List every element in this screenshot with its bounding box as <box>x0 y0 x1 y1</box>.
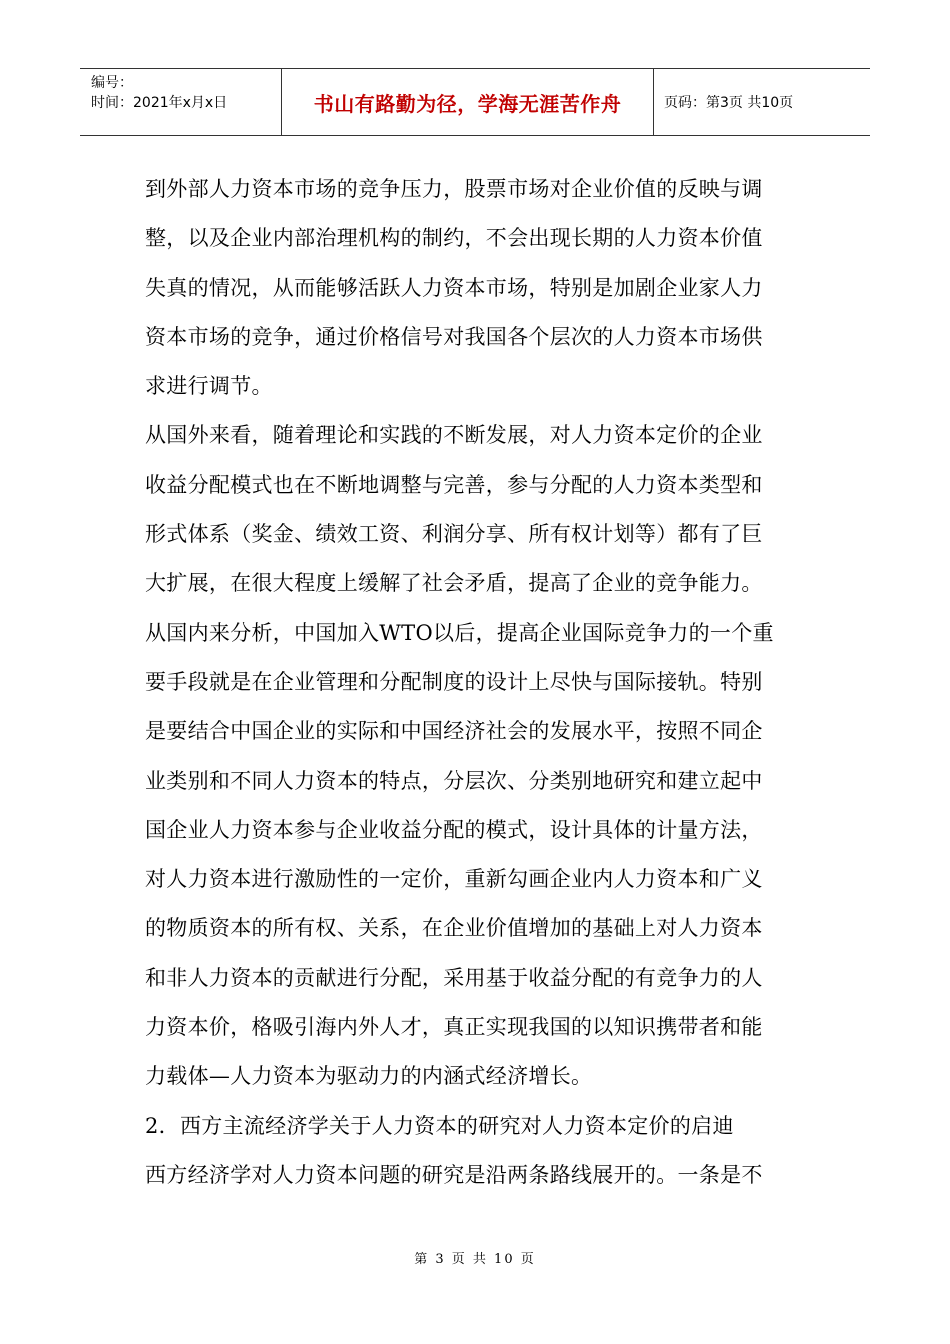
body-line: 形式体系（奖金、绩效工资、利润分享、所有权计划等）都有了巨 <box>145 522 763 547</box>
body-line: 要手段就是在企业管理和分配制度的设计上尽快与国际接轨。特别 <box>145 669 763 694</box>
body-line: 国企业人力资本参与企业收益分配的模式，设计具体的计量方法， <box>145 817 763 842</box>
body-line: 西方经济学对人力资本问题的研究是沿两条路线展开的。一条是不 <box>145 1162 763 1187</box>
page-header <box>80 68 870 136</box>
header-meta-cell <box>80 69 282 135</box>
body-line: 力载体—人力资本为驱动力的内涵式经济增长。 <box>145 1064 593 1089</box>
body-line: 整，以及企业内部治理机构的制约，不会出现长期的人力资本价值 <box>145 226 763 251</box>
header-motto-cell <box>282 69 654 135</box>
body-line: 是要结合中国企业的实际和中国经济社会的发展水平，按照不同企 <box>145 719 763 744</box>
body-line: 力资本价，格吸引海内外人才，真正实现我国的以知识携带者和能 <box>145 1015 763 1040</box>
body-line: 收益分配模式也在不断地调整与完善，参与分配的人力资本类型和 <box>145 472 763 497</box>
body-line: 大扩展，在很大程度上缓解了社会矛盾，提高了企业的竞争能力。 <box>145 571 763 596</box>
body-line: 对人力资本进行激励性的一定价，重新勾画企业内人力资本和广义 <box>145 867 763 892</box>
header-page-info: 页码：第3页 共10页 <box>664 95 794 111</box>
section-heading: 2．西方主流经济学关于人力资本的研究对人力资本定价的启迪 <box>145 1113 734 1138</box>
body-line: 从国外来看，随着理论和实践的不断发展，对人力资本定价的企业 <box>145 423 763 448</box>
body-line: 和非人力资本的贡献进行分配，采用基于收益分配的有竞争力的人 <box>145 965 763 990</box>
body-line: 的物质资本的所有权、关系，在企业价值增加的基础上对人力资本 <box>145 916 763 941</box>
header-motto: 书山有路勤为径，学海无涯苦作舟 <box>313 91 622 116</box>
body-line: 求进行调节。 <box>145 374 273 399</box>
body-line: 资本市场的竞争，通过价格信号对我国各个层次的人力资本市场供 <box>145 324 763 349</box>
body-line: 到外部人力资本市场的竞争压力，股票市场对企业价值的反映与调 <box>145 177 763 201</box>
body-line: 失真的情况，从而能够活跃人力资本市场，特别是加剧企业家人力 <box>145 275 763 300</box>
body-line: 业类别和不同人力资本的特点，分层次、分类别地研究和建立起中 <box>145 768 763 793</box>
body-line: 从国内来分析，中国加入WTO以后，提高企业国际竞争力的一个重 <box>145 620 774 645</box>
serial-label: 编号： <box>91 75 133 91</box>
page-footer <box>0 1248 950 1267</box>
footer-page-number: 第 3 页 共 10 页 <box>414 1252 536 1267</box>
header-page-cell <box>654 69 870 135</box>
time-label: 时间：2021年x月x日 <box>91 95 228 111</box>
document-body <box>145 165 810 1200</box>
